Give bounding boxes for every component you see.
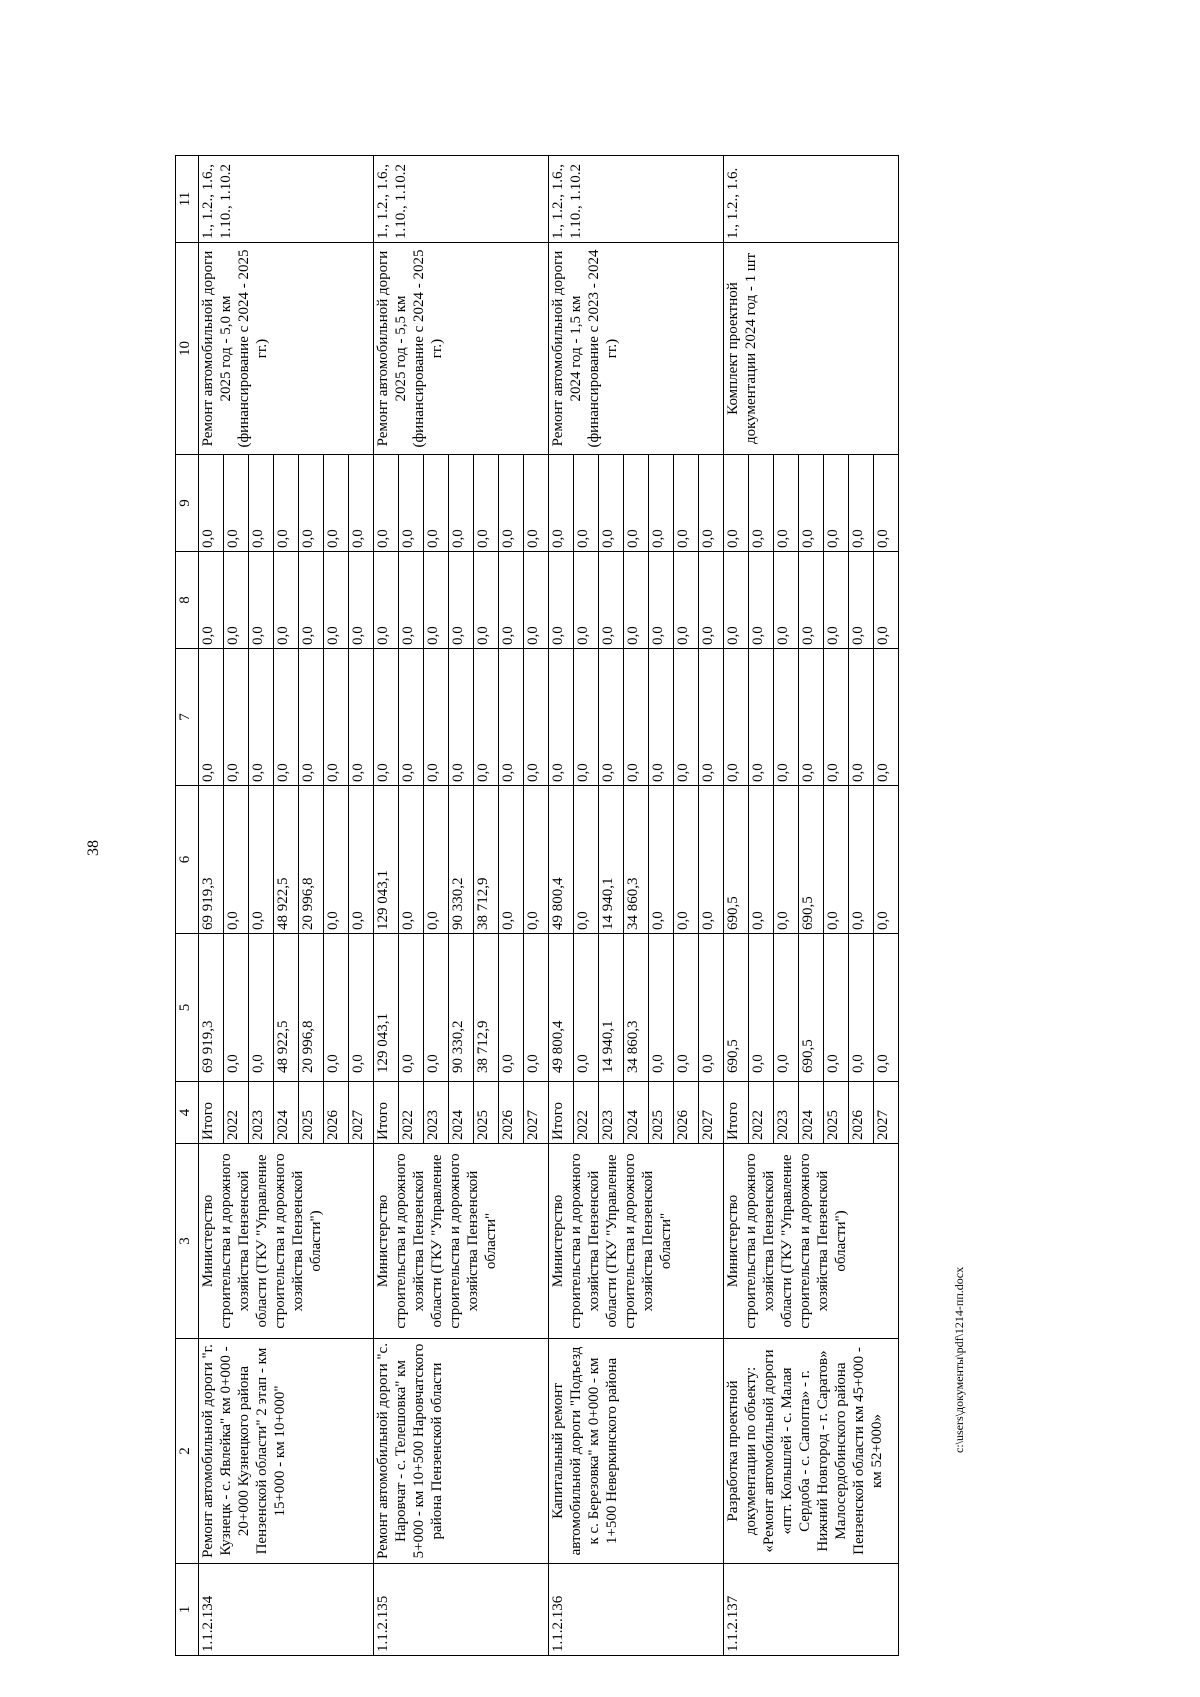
item-id: 1.1.2.137 <box>724 1564 899 1656</box>
amount-col8: 0,0 <box>499 552 524 649</box>
amount-col8: 0,0 <box>774 552 799 649</box>
year-cell: 2025 <box>299 1082 324 1144</box>
amount-col9: 0,0 <box>224 455 249 552</box>
amount-col7: 0,0 <box>424 649 449 786</box>
amount-total: 690,5 <box>799 934 824 1082</box>
amount-col6: 90 330,2 <box>449 786 474 934</box>
item-id: 1.1.2.136 <box>549 1564 724 1656</box>
amount-col7: 0,0 <box>274 649 299 786</box>
amount-col6: 0,0 <box>649 786 674 934</box>
item-id: 1.1.2.134 <box>199 1564 374 1656</box>
amount-col8: 0,0 <box>399 552 424 649</box>
amount-col8: 0,0 <box>249 552 274 649</box>
item-name: Ремонт автомобильной дороги "с. Наровчат - с. Телешовка" км 5+000 - км 10+500 Наровчатского района Пензенской области <box>374 1339 549 1564</box>
amount-col9: 0,0 <box>774 455 799 552</box>
amount-total: 34 860,3 <box>624 934 649 1082</box>
column-header: 2 <box>176 1339 199 1564</box>
amount-col8: 0,0 <box>624 552 649 649</box>
table-row <box>549 156 574 1656</box>
item-id: 1.1.2.135 <box>374 1564 549 1656</box>
amount-col8: 0,0 <box>599 552 624 649</box>
amount-col7: 0,0 <box>249 649 274 786</box>
amount-col8: 0,0 <box>574 552 599 649</box>
amount-col9: 0,0 <box>349 455 374 552</box>
amount-total: 0,0 <box>849 934 874 1082</box>
year-cell: 2027 <box>874 1082 899 1144</box>
amount-total: 0,0 <box>349 934 374 1082</box>
amount-total: 20 996,8 <box>299 934 324 1082</box>
year-cell: 2023 <box>424 1082 449 1144</box>
amount-col9: 0,0 <box>674 455 699 552</box>
year-cell: 2025 <box>474 1082 499 1144</box>
amount-col7: 0,0 <box>224 649 249 786</box>
amount-col9: 0,0 <box>824 455 849 552</box>
amount-col8: 0,0 <box>824 552 849 649</box>
item-name: Разработка проектной документации по объекту: «Ремонт автомобильной дороги «пгт. Кольшлей - с. Малая Сердоба - с. Сапопта» - г. Нижний Новгород - г. Саратов» Малосердобинского района Пензенской области км 45+000 - км 52+000» <box>724 1339 899 1564</box>
amount-total: 0,0 <box>874 934 899 1082</box>
amount-col8: 0,0 <box>524 552 549 649</box>
amount-col9: 0,0 <box>649 455 674 552</box>
year-cell: 2024 <box>274 1082 299 1144</box>
amount-col9: 0,0 <box>574 455 599 552</box>
column-number-row <box>176 156 199 1656</box>
amount-col6: 0,0 <box>574 786 599 934</box>
amount-total: 0,0 <box>499 934 524 1082</box>
item-executor: Министерство строительства и дорожного хозяйства Пензенской области (ГКУ "Управление строительства и дорожного хозяйства Пензенской области") <box>724 1144 899 1339</box>
amount-col7: 0,0 <box>824 649 849 786</box>
item-name: Капитальный ремонт автомобильной дороги "Подъезд к с. Березовка" км 0+000 - км 1+500 Неверкинского района <box>549 1339 724 1564</box>
item-result: Комплект проектной документации 2024 год - 1 шт <box>724 243 899 455</box>
amount-col9: 0,0 <box>724 455 749 552</box>
amount-col7: 0,0 <box>199 649 224 786</box>
year-cell: Итого <box>374 1082 399 1144</box>
amount-col7: 0,0 <box>349 649 374 786</box>
amount-col8: 0,0 <box>649 552 674 649</box>
amount-col6: 0,0 <box>524 786 549 934</box>
year-cell: Итого <box>724 1082 749 1144</box>
amount-col7: 0,0 <box>449 649 474 786</box>
amount-total: 69 919,3 <box>199 934 224 1082</box>
amount-total: 0,0 <box>399 934 424 1082</box>
year-cell: 2027 <box>524 1082 549 1144</box>
amount-total: 690,5 <box>724 934 749 1082</box>
amount-col6: 0,0 <box>224 786 249 934</box>
amount-col7: 0,0 <box>299 649 324 786</box>
amount-col7: 0,0 <box>649 649 674 786</box>
program-table <box>175 155 899 1656</box>
amount-col8: 0,0 <box>274 552 299 649</box>
amount-col6: 0,0 <box>774 786 799 934</box>
amount-col9: 0,0 <box>374 455 399 552</box>
amount-col8: 0,0 <box>874 552 899 649</box>
table-row <box>374 156 399 1656</box>
amount-col9: 0,0 <box>199 455 224 552</box>
amount-col9: 0,0 <box>524 455 549 552</box>
amount-col7: 0,0 <box>774 649 799 786</box>
year-cell: 2025 <box>649 1082 674 1144</box>
item-indicators: 1., 1.2., 1.6., 1.10., 1.10.2 <box>374 156 549 243</box>
item-name: Ремонт автомобильной дороги "г. Кузнецк - с. Явлейка" км 0+000 - 20+000 Кузнецкого района Пензенской области" 2 этап - км 15+000 - км 10+000" <box>199 1339 374 1564</box>
amount-col8: 0,0 <box>449 552 474 649</box>
year-cell: 2026 <box>324 1082 349 1144</box>
amount-col9: 0,0 <box>274 455 299 552</box>
year-cell: 2025 <box>824 1082 849 1144</box>
amount-col8: 0,0 <box>474 552 499 649</box>
amount-col7: 0,0 <box>549 649 574 786</box>
amount-col9: 0,0 <box>874 455 899 552</box>
amount-col7: 0,0 <box>474 649 499 786</box>
amount-col8: 0,0 <box>724 552 749 649</box>
amount-col7: 0,0 <box>724 649 749 786</box>
amount-total: 0,0 <box>524 934 549 1082</box>
amount-col9: 0,0 <box>799 455 824 552</box>
amount-col8: 0,0 <box>699 552 724 649</box>
amount-col7: 0,0 <box>699 649 724 786</box>
amount-col6: 129 043,1 <box>374 786 399 934</box>
amount-col7: 0,0 <box>324 649 349 786</box>
item-result: Ремонт автомобильной дороги 2025 год - 5,0 км (финансирование с 2024 - 2025 гг.) <box>199 243 374 455</box>
amount-col8: 0,0 <box>374 552 399 649</box>
amount-col9: 0,0 <box>599 455 624 552</box>
amount-col7: 0,0 <box>849 649 874 786</box>
amount-total: 49 800,4 <box>549 934 574 1082</box>
amount-col8: 0,0 <box>749 552 774 649</box>
amount-col8: 0,0 <box>324 552 349 649</box>
amount-col6: 48 922,5 <box>274 786 299 934</box>
year-cell: 2026 <box>849 1082 874 1144</box>
amount-col9: 0,0 <box>549 455 574 552</box>
amount-col7: 0,0 <box>674 649 699 786</box>
amount-col6: 0,0 <box>399 786 424 934</box>
item-executor: Министерство строительства и дорожного хозяйства Пензенской области (ГКУ "Управление строительства и дорожного хозяйства Пензенской области") <box>199 1144 374 1339</box>
amount-total: 0,0 <box>674 934 699 1082</box>
amount-col6: 0,0 <box>824 786 849 934</box>
amount-col7: 0,0 <box>524 649 549 786</box>
item-indicators: 1., 1.2., 1.6. <box>724 156 899 243</box>
year-cell: 2023 <box>249 1082 274 1144</box>
amount-col6: 690,5 <box>799 786 824 934</box>
amount-col7: 0,0 <box>374 649 399 786</box>
item-executor: Министерство строительства и дорожного хозяйства Пензенской области (ГКУ "Управление строительства и дорожного хозяйства Пензенской области" <box>374 1144 549 1339</box>
year-cell: Итого <box>549 1082 574 1144</box>
column-header: 9 <box>176 455 199 552</box>
amount-col9: 0,0 <box>449 455 474 552</box>
amount-col6: 0,0 <box>749 786 774 934</box>
amount-col9: 0,0 <box>324 455 349 552</box>
amount-col9: 0,0 <box>424 455 449 552</box>
amount-col6: 0,0 <box>849 786 874 934</box>
amount-col9: 0,0 <box>699 455 724 552</box>
year-cell: 2026 <box>674 1082 699 1144</box>
item-result: Ремонт автомобильной дороги 2025 год - 5,5 км (финансирование с 2024 - 2025 гг.) <box>374 243 549 455</box>
amount-col8: 0,0 <box>549 552 574 649</box>
amount-col7: 0,0 <box>624 649 649 786</box>
year-cell: 2024 <box>799 1082 824 1144</box>
year-cell: 2026 <box>499 1082 524 1144</box>
item-result: Ремонт автомобильной дороги 2024 год - 1,5 км (финансирование с 2023 - 2024 гг.) <box>549 243 724 455</box>
amount-total: 0,0 <box>699 934 724 1082</box>
amount-col6: 690,5 <box>724 786 749 934</box>
column-header: 8 <box>176 552 199 649</box>
amount-col8: 0,0 <box>224 552 249 649</box>
column-header: 10 <box>176 243 199 455</box>
amount-total: 38 712,9 <box>474 934 499 1082</box>
amount-col6: 0,0 <box>424 786 449 934</box>
amount-col6: 0,0 <box>249 786 274 934</box>
column-header: 1 <box>176 1564 199 1656</box>
amount-col8: 0,0 <box>199 552 224 649</box>
table-row <box>199 156 224 1656</box>
amount-col6: 0,0 <box>674 786 699 934</box>
year-cell: 2027 <box>699 1082 724 1144</box>
table-body <box>199 156 899 1656</box>
amount-total: 90 330,2 <box>449 934 474 1082</box>
amount-col7: 0,0 <box>874 649 899 786</box>
amount-col9: 0,0 <box>299 455 324 552</box>
amount-col6: 49 800,4 <box>549 786 574 934</box>
column-header: 6 <box>176 786 199 934</box>
year-cell: 2024 <box>449 1082 474 1144</box>
amount-col6: 0,0 <box>499 786 524 934</box>
item-indicators: 1., 1.2., 1.6., 1.10., 1.10.2 <box>199 156 374 243</box>
amount-total: 0,0 <box>774 934 799 1082</box>
amount-col6: 20 996,8 <box>299 786 324 934</box>
amount-col7: 0,0 <box>399 649 424 786</box>
year-cell: Итого <box>199 1082 224 1144</box>
amount-col8: 0,0 <box>799 552 824 649</box>
amount-col8: 0,0 <box>299 552 324 649</box>
year-cell: 2023 <box>774 1082 799 1144</box>
amount-total: 0,0 <box>824 934 849 1082</box>
year-cell: 2024 <box>624 1082 649 1144</box>
amount-col8: 0,0 <box>349 552 374 649</box>
amount-col9: 0,0 <box>624 455 649 552</box>
program-table-container <box>175 156 1025 1656</box>
amount-total: 0,0 <box>574 934 599 1082</box>
column-header: 3 <box>176 1144 199 1339</box>
amount-total: 0,0 <box>424 934 449 1082</box>
item-executor: Министерство строительства и дорожного хозяйства Пензенской области (ГКУ "Управление строительства и дорожного хозяйства Пензенской области" <box>549 1144 724 1339</box>
column-header: 4 <box>176 1082 199 1144</box>
amount-col6: 0,0 <box>349 786 374 934</box>
item-indicators: 1., 1.2., 1.6., 1.10., 1.10.2 <box>549 156 724 243</box>
amount-col9: 0,0 <box>399 455 424 552</box>
column-header: 5 <box>176 934 199 1082</box>
year-cell: 2022 <box>749 1082 774 1144</box>
amount-total: 0,0 <box>224 934 249 1082</box>
amount-col8: 0,0 <box>424 552 449 649</box>
amount-col6: 69 919,3 <box>199 786 224 934</box>
amount-col6: 34 860,3 <box>624 786 649 934</box>
amount-col9: 0,0 <box>499 455 524 552</box>
amount-total: 0,0 <box>249 934 274 1082</box>
year-cell: 2022 <box>224 1082 249 1144</box>
amount-col7: 0,0 <box>599 649 624 786</box>
amount-col9: 0,0 <box>749 455 774 552</box>
amount-total: 129 043,1 <box>374 934 399 1082</box>
amount-col9: 0,0 <box>849 455 874 552</box>
year-cell: 2022 <box>574 1082 599 1144</box>
amount-total: 0,0 <box>324 934 349 1082</box>
amount-col7: 0,0 <box>749 649 774 786</box>
amount-col6: 0,0 <box>874 786 899 934</box>
amount-col8: 0,0 <box>849 552 874 649</box>
table-row <box>724 156 749 1656</box>
column-header: 11 <box>176 156 199 243</box>
year-cell: 2027 <box>349 1082 374 1144</box>
amount-col6: 14 940,1 <box>599 786 624 934</box>
amount-col6: 0,0 <box>324 786 349 934</box>
amount-col8: 0,0 <box>674 552 699 649</box>
page-number: 38 <box>85 840 102 856</box>
amount-col7: 0,0 <box>499 649 524 786</box>
amount-total: 0,0 <box>649 934 674 1082</box>
file-path-footer: c:\users\документы\pdf\1214-пп.docx <box>952 1266 966 1453</box>
amount-total: 0,0 <box>749 934 774 1082</box>
amount-col7: 0,0 <box>574 649 599 786</box>
amount-col9: 0,0 <box>474 455 499 552</box>
amount-col6: 0,0 <box>699 786 724 934</box>
amount-total: 48 922,5 <box>274 934 299 1082</box>
year-cell: 2023 <box>599 1082 624 1144</box>
amount-col7: 0,0 <box>799 649 824 786</box>
amount-total: 14 940,1 <box>599 934 624 1082</box>
amount-col9: 0,0 <box>249 455 274 552</box>
year-cell: 2022 <box>399 1082 424 1144</box>
amount-col6: 38 712,9 <box>474 786 499 934</box>
column-header: 7 <box>176 649 199 786</box>
